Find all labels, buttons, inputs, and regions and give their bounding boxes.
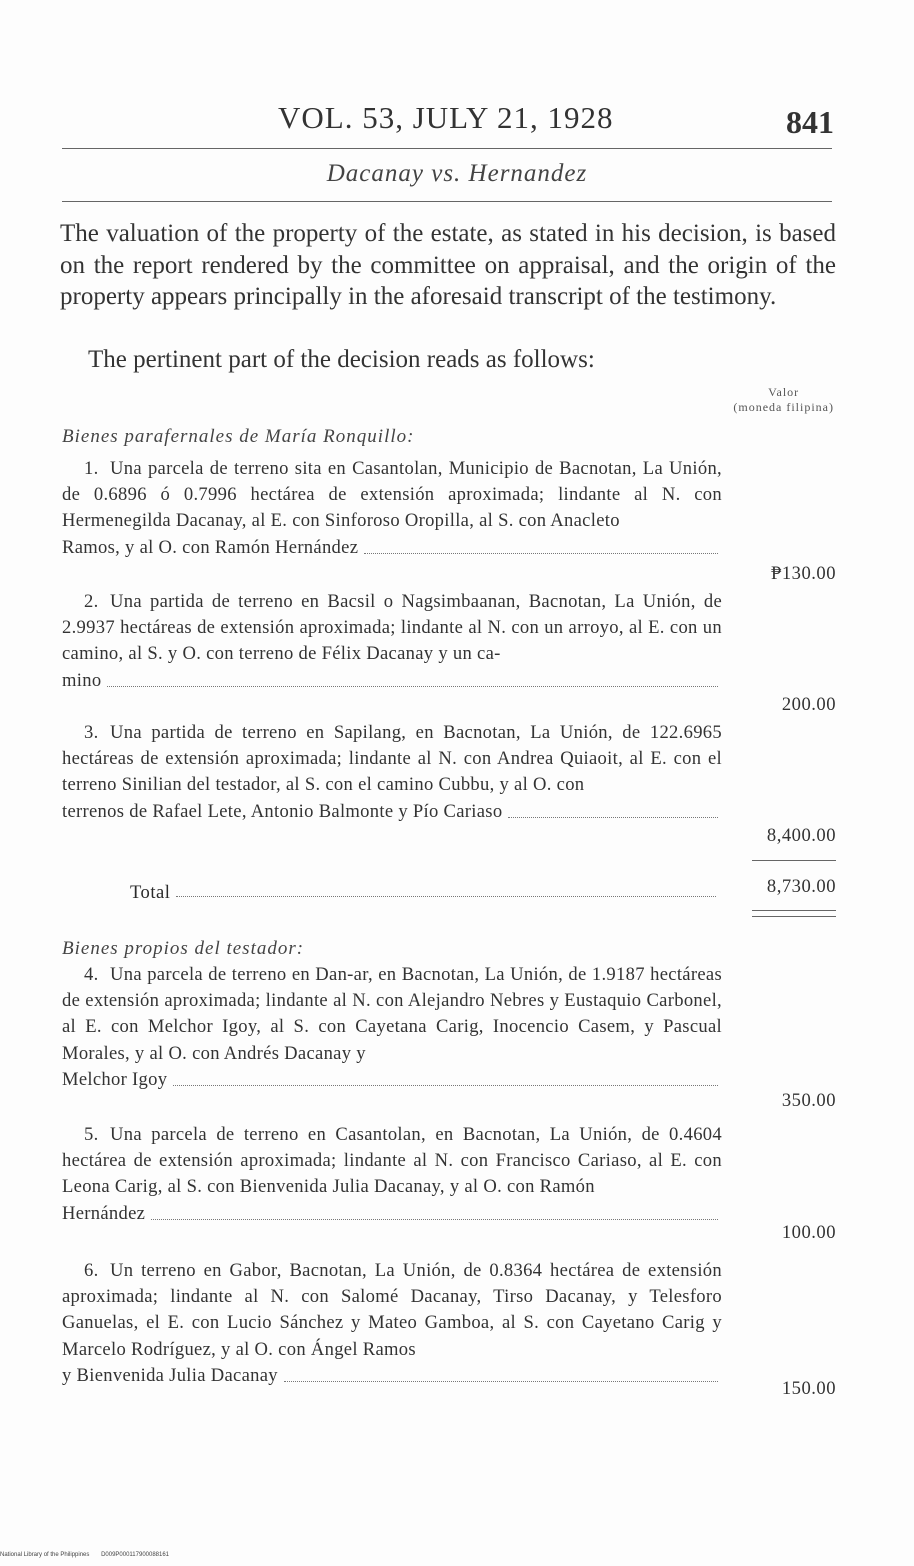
page-number: 841 — [786, 104, 834, 140]
property-entry — [62, 1122, 722, 1227]
entry-last-line — [62, 535, 722, 561]
entry-number: 1. — [84, 458, 99, 479]
header-rule-bottom — [62, 201, 832, 202]
property-entry — [62, 456, 722, 561]
header-rule-top — [62, 148, 832, 149]
running-header: VOL. 53, JULY 21, 1928 — [278, 100, 614, 135]
total-double-rule — [752, 910, 836, 911]
dot-leader — [107, 685, 718, 687]
dot-leader — [508, 816, 718, 818]
entry-description: Una parcela de terreno en Casantolan, en Bacnotan, La Unión, de 0.4604 hectárea de extensión aproximada; lindante al N. con Francisco Cariaso, al E. con Leona Carig, al S. con Bienvenida Julia Dacanay, y al O. con Ramón — [62, 1124, 722, 1198]
scan-footer — [0, 1552, 179, 1558]
entry-last-line-text: mino — [62, 669, 102, 691]
entry-last-line — [62, 1201, 722, 1227]
entry-last-line-text: Hernández — [62, 1202, 146, 1224]
entry-last-line — [62, 799, 722, 825]
section-title-parafernales: Bienes parafernales de María Ronquillo: — [62, 426, 415, 447]
valor-label: Valor — [768, 385, 800, 399]
property-entry — [62, 720, 722, 825]
entry-last-line-text: Ramos, y al O. con Ramón Hernández — [62, 536, 359, 558]
dot-leader — [151, 1218, 718, 1220]
property-entry — [62, 962, 722, 1093]
entry-last-line-text: y Bienvenida Julia Dacanay — [62, 1364, 278, 1386]
valor-currency: (moneda filipina) — [733, 400, 834, 414]
entry-last-line — [62, 1363, 722, 1389]
dot-leader — [173, 1084, 718, 1086]
entry-last-line — [62, 668, 722, 694]
total-label: Total — [130, 882, 171, 903]
body-paragraph-2: The pertinent part of the decision reads as follows: — [88, 346, 595, 373]
body-paragraph-1: The valuation of the property of the estate, as stated in his decision, is based on the report rendered by the committee on appraisal, and the origin of the property appears principally in the aforesaid transcript of the testimony. — [60, 220, 836, 311]
entry-number: 4. — [84, 964, 99, 985]
entry-amount: ₱130.00 — [771, 563, 836, 584]
total-line — [130, 882, 720, 904]
footer-library: National Library of the Philippines — [0, 1552, 90, 1558]
property-entry — [62, 589, 722, 694]
sum-rule — [752, 860, 836, 861]
entry-last-line — [62, 1067, 722, 1093]
property-entry — [62, 1258, 722, 1389]
section-title-propios: Bienes propios del testador: — [62, 938, 305, 959]
entry-description: Una parcela de terreno en Dan-ar, en Bacnotan, La Unión, de 1.9187 hectáreas de extensión aproximada; lindante al N. con Alejandro Nebres y Eustaquio Carbonel, al E. con Melchor Igoy, al S. con Cayetana Carig, Inocencio Casem, y Pascual Morales, y al O. con Andrés Dacanay y — [62, 964, 722, 1064]
entry-description: Una partida de terreno en Bacsil o Nagsimbaanan, Bacnotan, La Unión, de 2.9937 hectáreas de extensión aproximada; lindante al N. con un arroyo, al E. con un camino, al S. y O. con terreno de Félix Dacanay y un ca- — [62, 591, 722, 665]
total-amount: 8,730.00 — [766, 876, 836, 897]
dot-leader — [284, 1380, 718, 1382]
entry-number: 2. — [84, 591, 99, 612]
entry-amount: 100.00 — [781, 1222, 836, 1243]
entry-number: 5. — [84, 1124, 99, 1145]
total-double-rule — [752, 916, 836, 917]
valor-column-header — [733, 385, 834, 415]
dot-leader — [176, 895, 716, 897]
entry-amount: 150.00 — [781, 1378, 836, 1399]
entry-number: 6. — [84, 1260, 99, 1281]
entry-description: Una parcela de terreno sita en Casantolan, Municipio de Bacnotan, La Unión, de 0.6896 ó 0.7996 hectárea de extensión aproximada; lindante al N. con Hermenegilda Dacanay, al E. con Sinforoso Oropilla, al S. con Anacleto — [62, 458, 722, 532]
footer-code: D009P000117900088161 — [101, 1552, 170, 1558]
entry-amount: 350.00 — [781, 1090, 836, 1111]
entry-last-line-text: Melchor Igoy — [62, 1068, 168, 1090]
entry-amount: 8,400.00 — [766, 825, 836, 846]
entry-description: Una partida de terreno en Sapilang, en Bacnotan, La Unión, de 122.6965 hectáreas de extensión aproximada; lindante al N. con Andrea Quiaoit, al E. con el terreno Sinilian del testador, al S. con el camino Cubbu, y al O. con — [62, 722, 722, 796]
entry-description: Un terreno en Gabor, Bacnotan, La Unión, de 0.8364 hectárea de extensión aproximada; lindante al N. con Salomé Dacanay, Tirso Dacanay, y Telesforo Ganuelas, el E. con Lucio Sánchez y Mateo Gamboa, al S. con Cayetano Carig y Marcelo Rodríguez, y al O. con Ángel Ramos — [62, 1260, 722, 1360]
dot-leader — [364, 552, 718, 554]
case-title: Dacanay vs. Hernandez — [326, 160, 588, 187]
entry-number: 3. — [84, 722, 99, 743]
entry-last-line-text: terrenos de Rafael Lete, Antonio Balmonte y Pío Cariaso — [62, 800, 503, 822]
entry-amount: 200.00 — [781, 694, 836, 715]
